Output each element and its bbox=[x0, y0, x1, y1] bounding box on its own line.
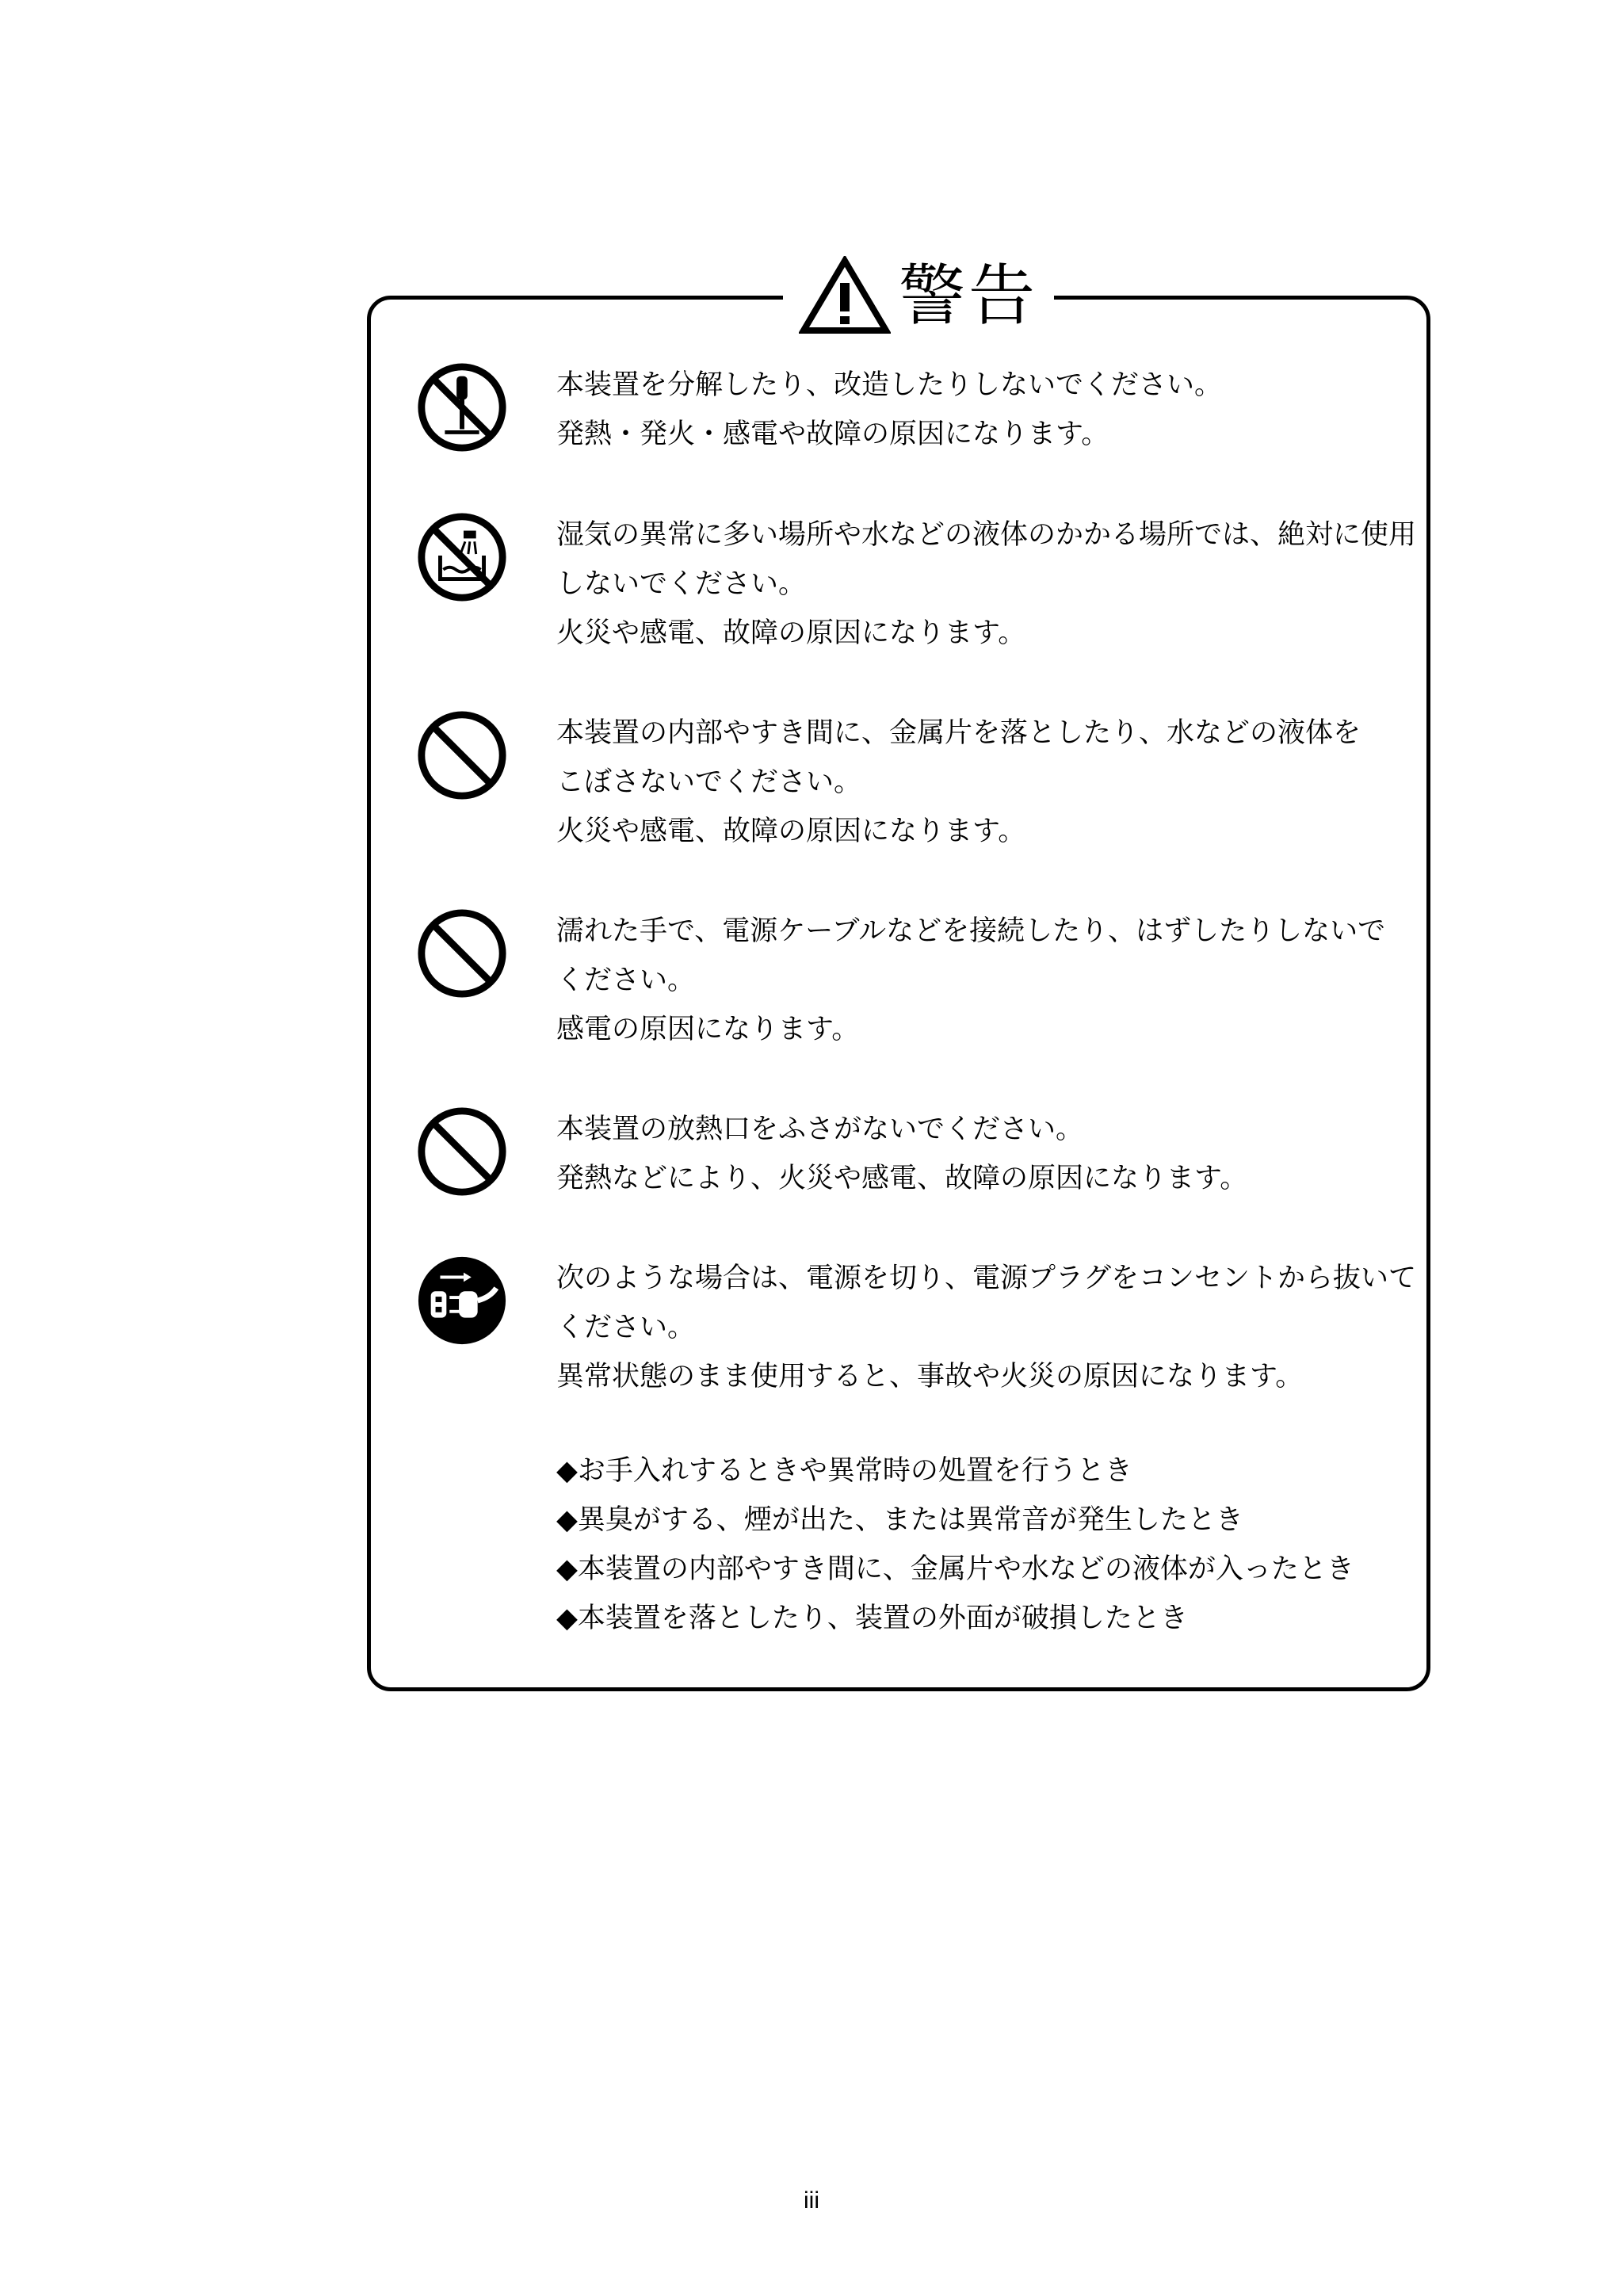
unplug-icon bbox=[415, 1254, 509, 1347]
warning-line: ください。 bbox=[556, 1312, 696, 1343]
page-number: iii bbox=[804, 2187, 819, 2214]
warning-line: こぼさないでください。 bbox=[556, 766, 862, 798]
warning-line: 本装置の放熱口をふさがないでください。 bbox=[556, 1114, 1084, 1145]
warning-line: 感電の原因になります。 bbox=[556, 1014, 860, 1045]
warning-line: 発熱などにより、火災や感電、故障の原因になります。 bbox=[556, 1163, 1248, 1194]
list-item: ◆本装置の内部やすき間に、金属片や水などの液体が入ったとき bbox=[556, 1553, 1354, 1585]
warning-line: 本装置を分解したり、改造したりしないでください。 bbox=[556, 369, 1223, 401]
no-water-icon bbox=[415, 510, 509, 604]
unplug-conditions-list bbox=[556, 1446, 1354, 1643]
warning-line: 異常状態のまま使用すると、事故や火災の原因になります。 bbox=[556, 1361, 1304, 1392]
warning-line: 火災や感電、故障の原因になります。 bbox=[556, 816, 1026, 847]
warning-triangle-icon bbox=[799, 256, 891, 335]
warning-line: 発熱・発火・感電や故障の原因になります。 bbox=[556, 418, 1109, 450]
warning-text bbox=[556, 1254, 1420, 1401]
warning-line: 濡れた手で、電源ケーブルなどを接続したり、はずしたりしないで bbox=[556, 915, 1386, 947]
warning-text bbox=[556, 907, 1420, 1054]
warning-header bbox=[783, 252, 1054, 339]
list-item: ◆本装置を落としたり、装置の外面が破損したとき bbox=[556, 1603, 1188, 1634]
warning-text bbox=[556, 510, 1420, 658]
prohibition-icon bbox=[415, 709, 509, 802]
list-item: ◆異臭がする、煙が出た、または異常音が発生したとき bbox=[556, 1504, 1243, 1536]
warning-text bbox=[556, 1105, 1420, 1203]
warning-line: ください。 bbox=[556, 965, 696, 996]
warning-line: しないでください。 bbox=[556, 568, 807, 600]
warning-title: 警告 bbox=[899, 257, 1039, 334]
warning-line: 火災や感電、故障の原因になります。 bbox=[556, 617, 1026, 649]
prohibition-icon bbox=[415, 907, 509, 1000]
warning-line: 次のような場合は、電源を切り、電源プラグをコンセントから抜いて bbox=[556, 1263, 1417, 1294]
no-disassembly-icon bbox=[415, 361, 509, 454]
warning-line: 本装置の内部やすき間に、金属片を落としたり、水などの液体を bbox=[556, 717, 1361, 749]
prohibition-icon bbox=[415, 1105, 509, 1198]
warning-line: 湿気の異常に多い場所や水などの液体のかかる場所では、絶対に使用 bbox=[556, 519, 1417, 551]
warning-text bbox=[556, 361, 1420, 459]
warning-text bbox=[556, 709, 1420, 856]
list-item: ◆お手入れするときや異常時の処置を行うとき bbox=[556, 1455, 1132, 1487]
